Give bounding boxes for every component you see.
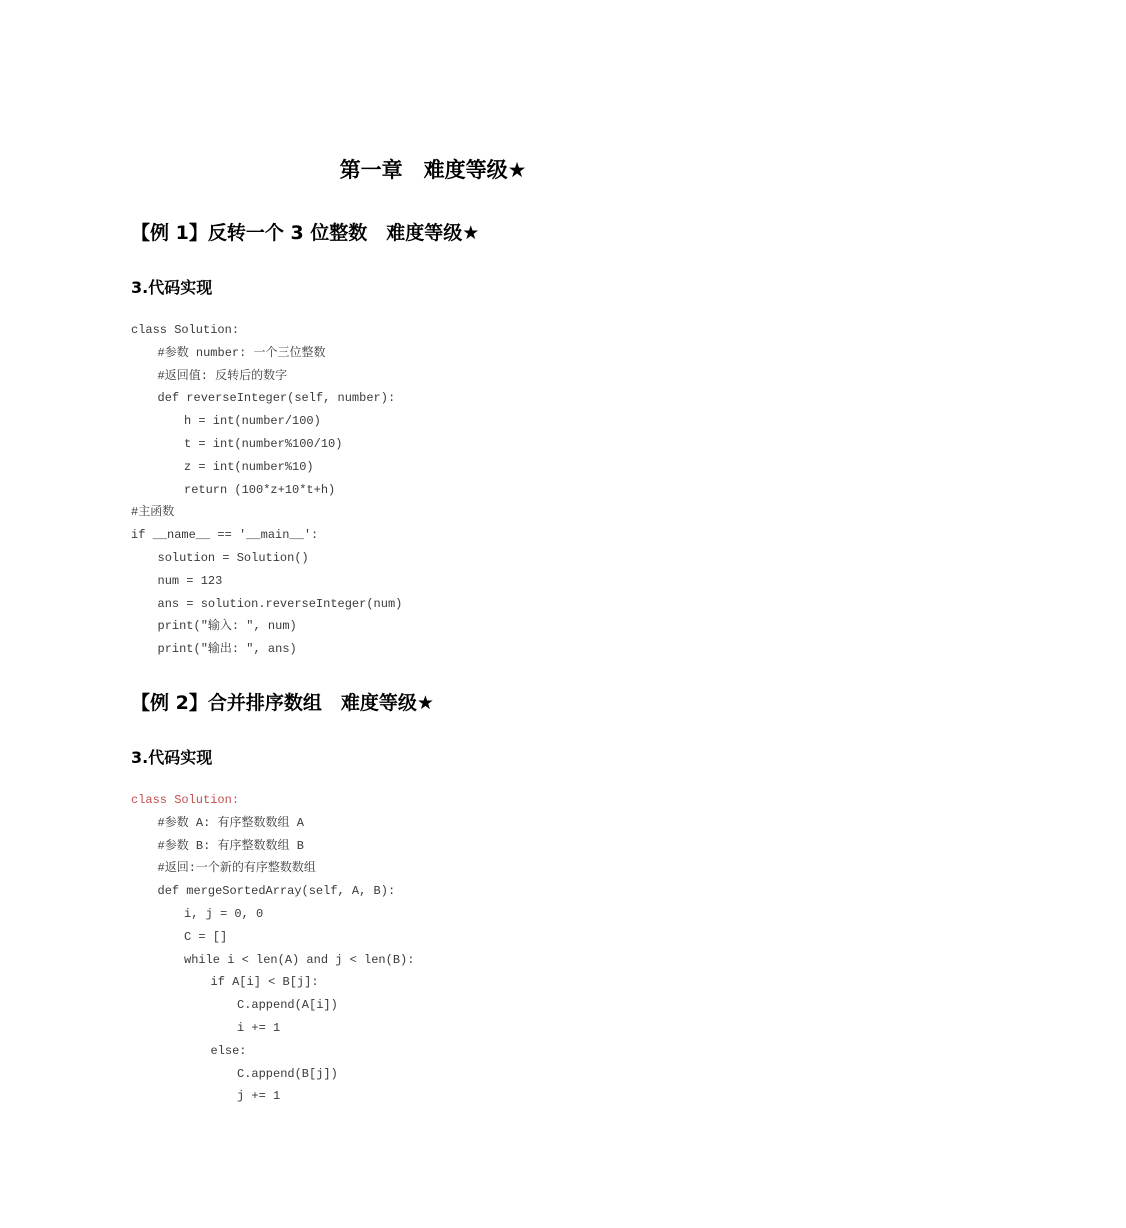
code-line: C = [] [184, 929, 228, 944]
code-line: j += 1 [237, 1089, 281, 1104]
code-line: while i < len(A) and j < len(B): [184, 952, 415, 967]
code-line: else: [210, 1043, 247, 1058]
code-line: print("输入: ", num) [157, 619, 297, 634]
code-line: h = int(number/100) [184, 414, 321, 429]
code-line: class Solution: [131, 323, 240, 337]
code-line: i, j = 0, 0 [184, 906, 264, 921]
code-line: return (100*z+10*t+h) [184, 482, 336, 497]
code-line: #参数 B: 有序整数数组 B [157, 838, 304, 853]
example-1-heading: 【例 1】反转一个 3 位整数 难度等级★ [131, 222, 480, 244]
code-line: #参数 A: 有序整数数组 A [157, 815, 304, 830]
code-line: if __name__ == '__main__': [131, 528, 319, 543]
example-2-code-block [131, 789, 414, 1108]
code-line: class Solution: [131, 793, 240, 807]
code-line: C.append(A[i]) [237, 998, 338, 1013]
code-line: C.append(B[j]) [237, 1066, 338, 1081]
code-line: t = int(number%100/10) [184, 436, 343, 451]
code-line: #返回值: 反转后的数字 [157, 368, 288, 383]
code-line: i += 1 [237, 1020, 281, 1035]
example-1-subheading: 3.代码实现 [131, 278, 213, 297]
example-1-code-block [131, 319, 402, 661]
chapter-title: 第一章 难度等级★ [339, 158, 527, 182]
code-line: #参数 number: 一个三位整数 [157, 345, 326, 360]
code-line: def mergeSortedArray(self, A, B): [157, 884, 396, 899]
code-line: def reverseInteger(self, number): [157, 391, 396, 406]
code-line: num = 123 [157, 573, 223, 588]
code-line: #主函数 [131, 505, 175, 520]
example-2-subheading: 3.代码实现 [131, 748, 213, 767]
code-line: solution = Solution() [157, 550, 309, 565]
code-line: if A[i] < B[j]: [210, 975, 319, 990]
code-line: z = int(number%10) [184, 459, 314, 474]
example-2-heading: 【例 2】合并排序数组 难度等级★ [131, 692, 434, 714]
code-line: ans = solution.reverseInteger(num) [157, 596, 403, 611]
code-line: #返回:一个新的有序整数数组 [157, 861, 316, 876]
code-line: print("输出: ", ans) [157, 642, 297, 657]
